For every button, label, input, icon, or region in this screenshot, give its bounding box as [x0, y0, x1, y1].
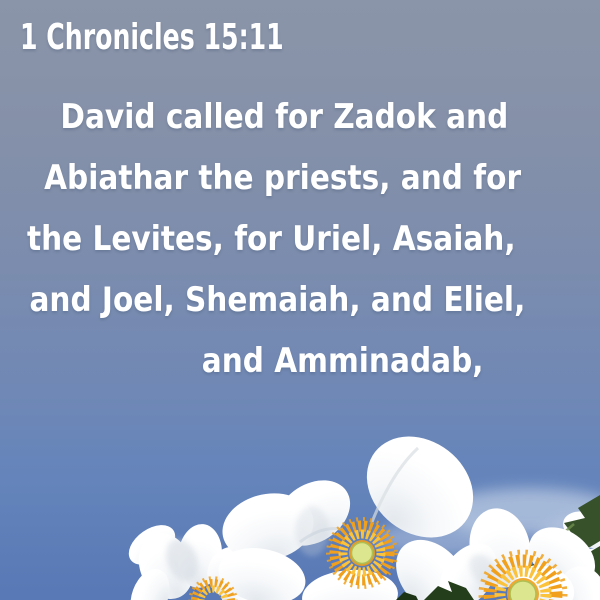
verse-line-3: the Levites, for Uriel, Asaiah, — [26, 219, 516, 259]
verse-line-2: Abiathar the priests, and for — [44, 158, 522, 198]
verse-line-1: David called for Zadok and — [60, 97, 509, 137]
flower-core — [510, 581, 536, 600]
verse-line-4: and Joel, Shemaiah, and Eliel, — [29, 280, 526, 320]
verse-reference: 1 Chronicles 15:11 — [20, 17, 284, 58]
flower-core — [352, 543, 373, 564]
verse-text-block — [0, 87, 600, 392]
verse-line-5: and Amminadab, — [201, 341, 484, 381]
